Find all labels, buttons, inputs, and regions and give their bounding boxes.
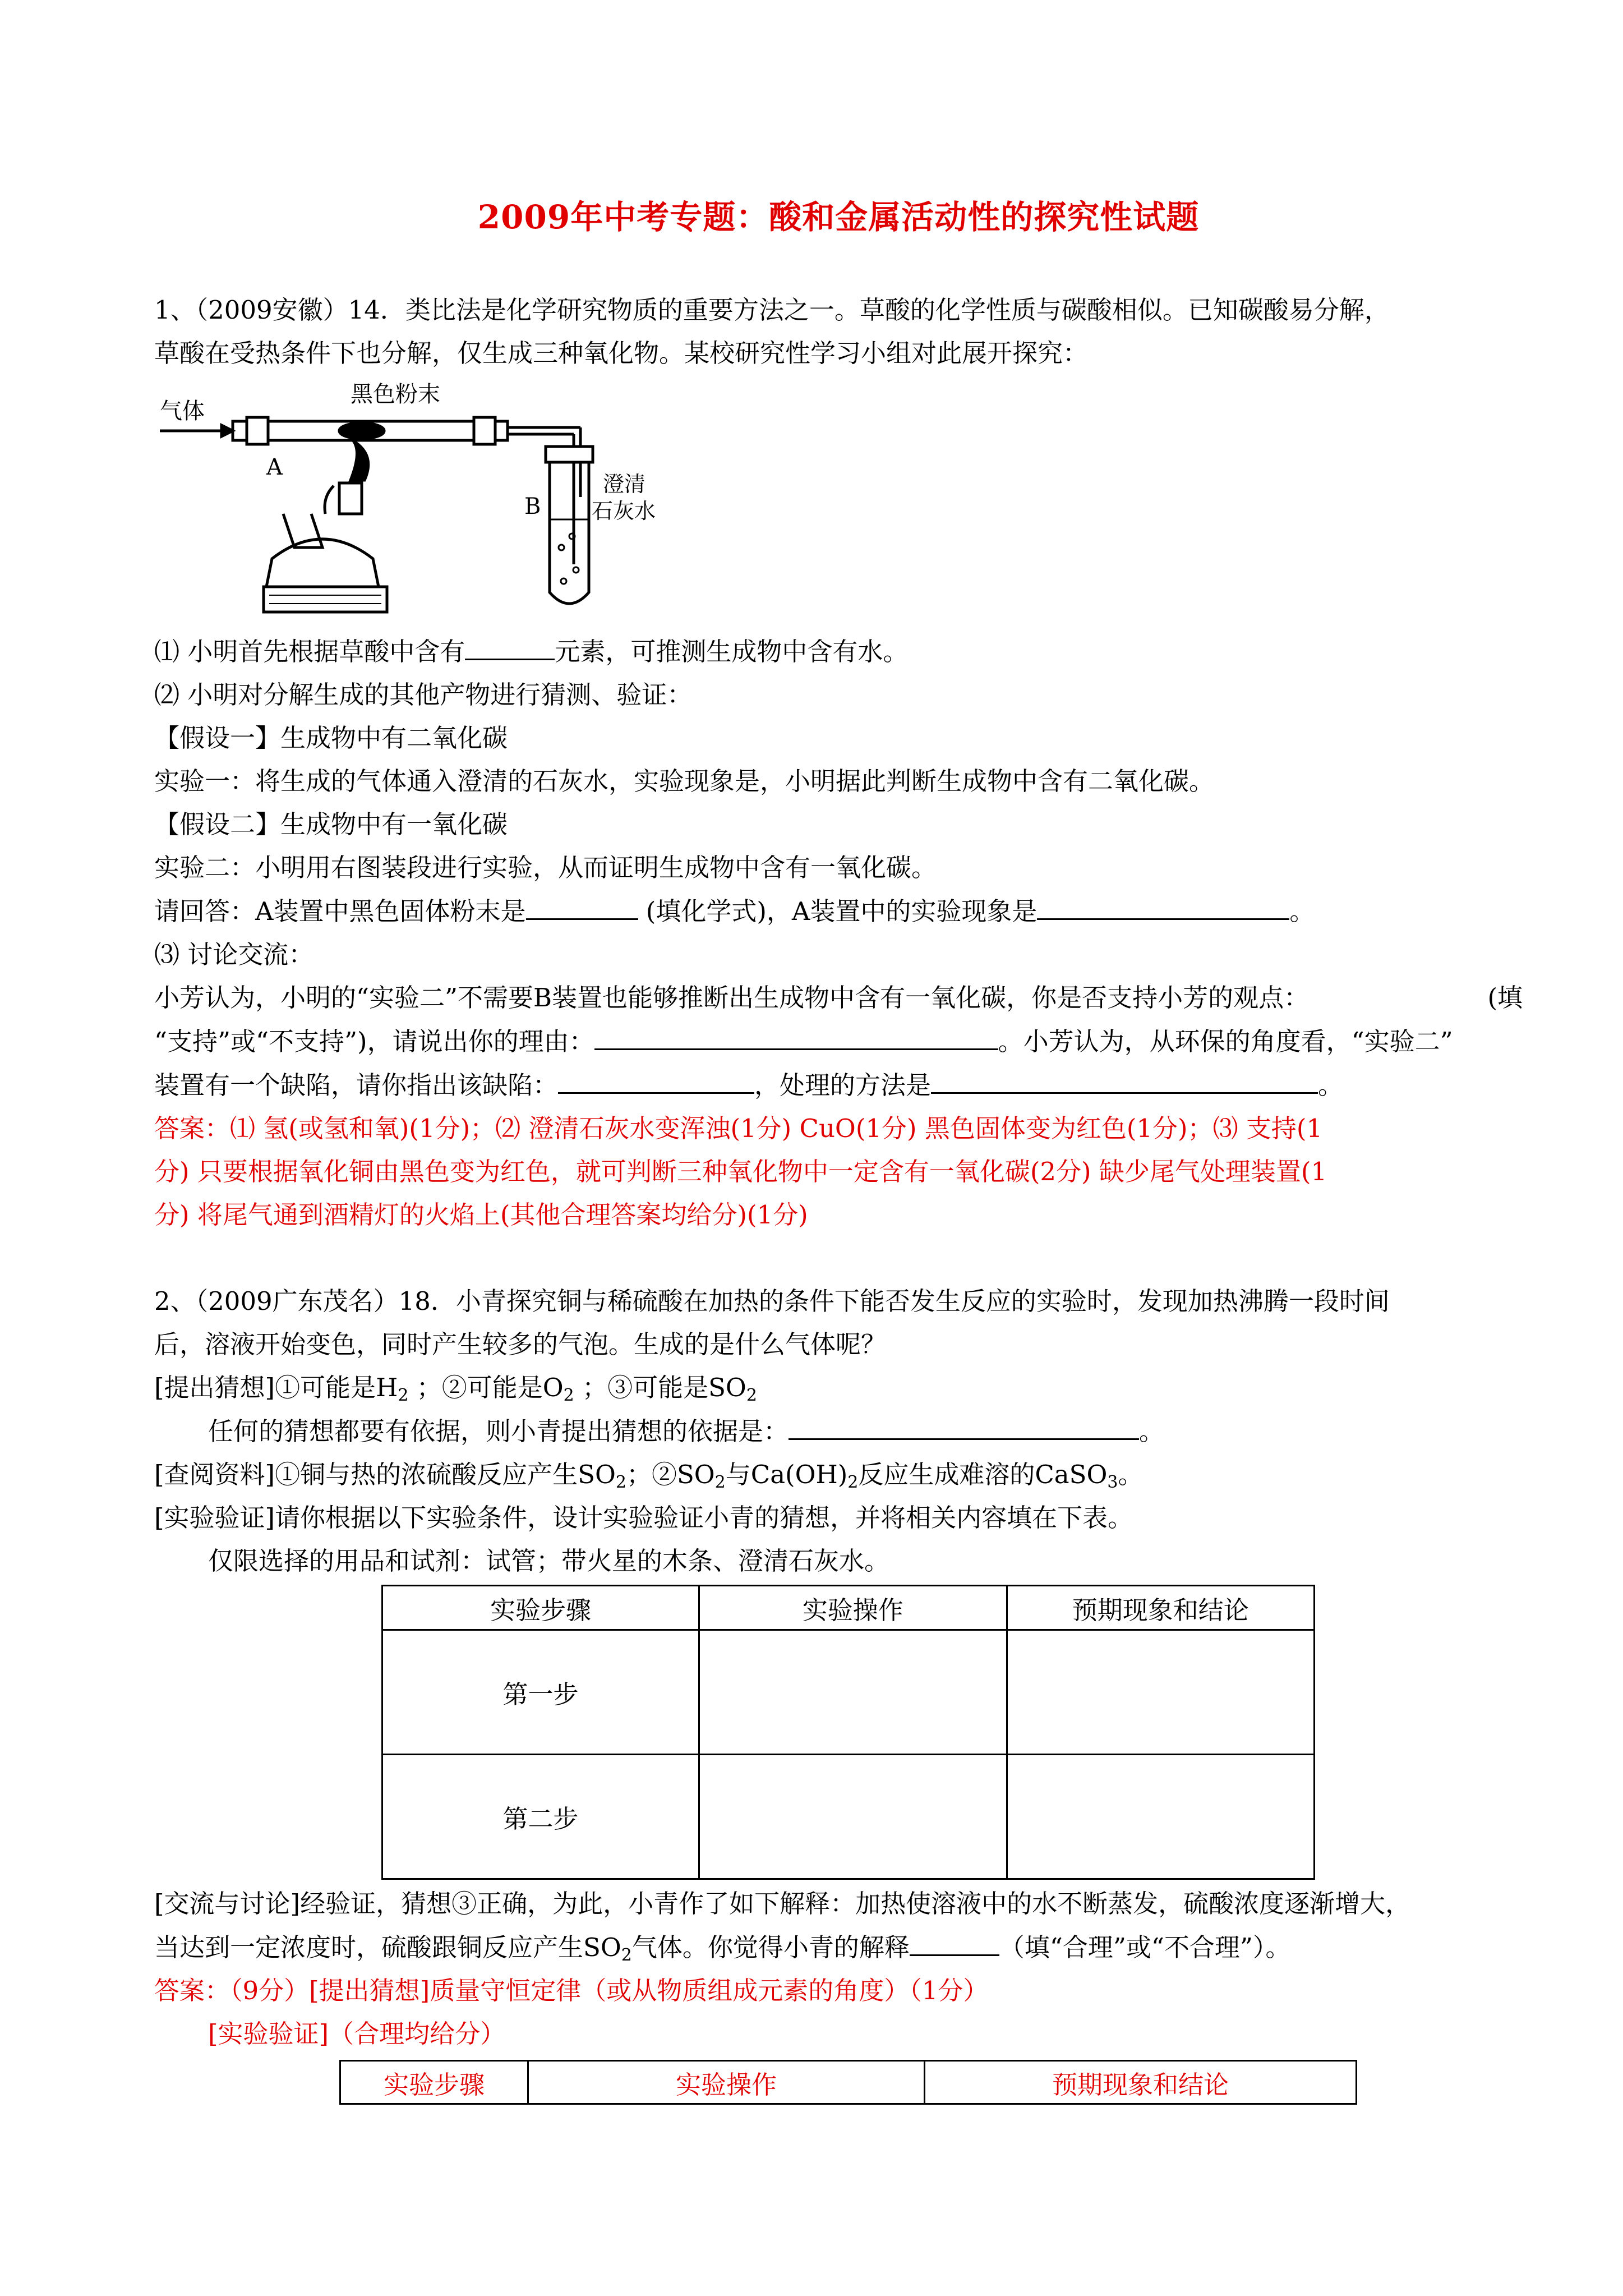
subscript: 2 bbox=[714, 1473, 726, 1492]
q2-basis-b: 。 bbox=[1139, 1416, 1165, 1446]
q1-intro-line-2: 草酸在受热条件下也分解，仅生成三种氧化物。某校研究性学习小组对此展开探究： bbox=[154, 338, 1089, 368]
q2-discussion-line-2-b: 气体。你觉得小青的解释 bbox=[631, 1932, 910, 1962]
q2-answer-line-2: [实验验证]（合理均给分） bbox=[208, 2019, 506, 2049]
table-input-cell[interactable] bbox=[699, 1630, 1007, 1755]
q1-answer-prompt-c: 。 bbox=[1289, 896, 1315, 926]
q2-reference-a: [查阅资料]①铜与热的浓硫酸反应产生SO bbox=[154, 1460, 616, 1489]
q2-basis-a: 任何的猜想都要有依据，则小青提出猜想的依据是： bbox=[208, 1416, 789, 1446]
discussion-line-1-b: (填 bbox=[1487, 983, 1523, 1013]
table-input-cell[interactable] bbox=[1007, 1755, 1314, 1879]
q1-part-1-text-a: ⑴ 小明首先根据草酸中含有 bbox=[154, 637, 465, 666]
q2-basis bbox=[154, 1409, 1523, 1453]
answer-table-header-row bbox=[340, 2061, 1357, 2104]
q2-verify: [实验验证]请你根据以下实验条件，设计实验验证小青的猜想，并将相关内容填在下表。 bbox=[154, 1503, 1133, 1533]
question-2 bbox=[154, 1280, 1523, 2105]
page-title: 2009年中考专题：酸和金属活动性的探究性试题 bbox=[477, 198, 1200, 236]
question-1 bbox=[154, 288, 1523, 1236]
table-step-cell: 第二步 bbox=[382, 1755, 699, 1879]
fig-label-gas: 气体 bbox=[160, 398, 205, 424]
q2-intro-line-2: 后，溶液开始变色，同时产生较多的气泡。生成的是什么气体呢？ bbox=[154, 1329, 887, 1359]
table-header-row bbox=[382, 1586, 1315, 1630]
q2-intro-line-1: 2、（2009广东茂名）18．小青探究铜与稀硫酸在加热的条件下能否发生反应的实验时，发现加热沸腾一段时间 bbox=[154, 1286, 1390, 1316]
q2-hypotheses-b: ；②可能是O bbox=[416, 1373, 564, 1402]
q2-hypotheses-c: ；③可能是SO bbox=[582, 1373, 746, 1402]
fig-label-b: B bbox=[524, 494, 541, 519]
q2-reference-d: 反应生成难溶的CaSO bbox=[858, 1460, 1108, 1489]
q2-limit: 仅限选择的用品和试剂：试管；带火星的木条、澄清石灰水。 bbox=[208, 1546, 890, 1576]
answer-table-header-cell: 实验步骤 bbox=[340, 2061, 528, 2104]
q1-answer-prompt bbox=[154, 889, 1523, 933]
answer-blank[interactable] bbox=[789, 1409, 1139, 1440]
subscript: 2 bbox=[621, 1945, 632, 1965]
q2-discussion-line-2 bbox=[154, 1925, 1523, 1969]
q1-part-2: ⑵ 小明对分解生成的其他产物进行猜测、验证： bbox=[154, 680, 693, 710]
discussion-line-3-a: 装置有一个缺陷，请你指出该缺陷： bbox=[154, 1070, 559, 1100]
q2-discussion-line-2-a: 当达到一定浓度时，硫酸跟铜反应产生SO bbox=[154, 1932, 621, 1962]
subscript: 2 bbox=[563, 1386, 574, 1405]
discussion-line-2 bbox=[154, 1019, 1523, 1063]
table-row bbox=[382, 1755, 1315, 1879]
subscript: 2 bbox=[746, 1386, 757, 1405]
q1-answer-line-3: 分) 将尾气通到酒精灯的火焰上(其他合理答案均给分)(1分) bbox=[154, 1200, 808, 1230]
answer-blank[interactable] bbox=[594, 1019, 998, 1050]
experiment-table bbox=[381, 1585, 1315, 1880]
discussion-line-2-a: “支持”或“不支持”)，请说出你的理由： bbox=[154, 1027, 594, 1056]
table-step-cell: 第一步 bbox=[382, 1630, 699, 1755]
discussion-line-1 bbox=[154, 976, 1523, 1019]
q1-answer-line-1: 答案：⑴ 氢(或氢和氧)(1分)；⑵ 澄清石灰水变浑浊(1分) CuO(1分) 黑色固体变为红色(1分)；⑶ 支持(1 bbox=[154, 1114, 1323, 1143]
q2-reference-b: ；②SO bbox=[626, 1460, 715, 1489]
q1-answer-prompt-b: (填化学式)，A装置中的实验现象是 bbox=[638, 896, 1038, 926]
fig-label-a: A bbox=[266, 454, 283, 480]
discussion-line-3-b: ，处理的方法是 bbox=[754, 1070, 932, 1100]
subscript: 2 bbox=[398, 1386, 409, 1405]
q1-intro-line-1: 1、（2009安徽）14．类比法是化学研究物质的重要方法之一。草酸的化学性质与碳酸相似。已知碳酸易分解， bbox=[154, 295, 1390, 325]
answer-table-header-cell: 预期现象和结论 bbox=[924, 2061, 1356, 2104]
q2-reference bbox=[154, 1453, 1523, 1496]
subscript: 2 bbox=[847, 1473, 859, 1492]
discussion-line-3-c: 。 bbox=[1318, 1070, 1344, 1100]
q2-hypotheses-a: [提出猜想]①可能是H bbox=[154, 1373, 398, 1402]
answer-blank[interactable] bbox=[931, 1063, 1318, 1094]
answer-blank[interactable] bbox=[465, 629, 555, 660]
q1-part-1-text-b: 元素，可推测生成物中含有水。 bbox=[555, 637, 909, 666]
table-row bbox=[382, 1630, 1315, 1755]
fig-label-limewater-1: 澄清 bbox=[603, 472, 646, 496]
experiment-1: 实验一：将生成的气体通入澄清的石灰水，实验现象是，小明据此判断生成物中含有二氧化碳。 bbox=[154, 766, 1215, 796]
q1-part-1 bbox=[154, 629, 1523, 673]
q1-part-3: ⑶ 讨论交流： bbox=[154, 940, 314, 969]
table-input-cell[interactable] bbox=[1007, 1630, 1314, 1755]
q2-hypotheses bbox=[154, 1366, 1523, 1409]
q1-answer-line-2: 分) 只要根据氧化铜由黑色变为红色，就可判断三种氧化物中一定含有一氧化碳(2分) 缺少尾气处理装置(1 bbox=[154, 1157, 1327, 1186]
fig-label-black-powder: 黑色粉末 bbox=[351, 381, 440, 407]
spacer bbox=[154, 1236, 1523, 1280]
table-input-cell[interactable] bbox=[699, 1755, 1007, 1879]
table-header-cell: 预期现象和结论 bbox=[1007, 1586, 1314, 1630]
subscript: 2 bbox=[615, 1473, 626, 1492]
document-page bbox=[154, 191, 1523, 2105]
apparatus-diagram bbox=[154, 379, 656, 615]
subscript: 3 bbox=[1107, 1473, 1118, 1492]
fig-label-limewater-2: 石灰水 bbox=[592, 499, 656, 523]
answer-table bbox=[339, 2060, 1357, 2105]
discussion-line-3 bbox=[154, 1063, 1523, 1107]
hypothesis-2: 【假设二】生成物中有一氧化碳 bbox=[154, 809, 508, 839]
hypothesis-1: 【假设一】生成物中有二氧化碳 bbox=[154, 723, 508, 753]
q2-discussion-line-2-c: （填“合理”或“不合理”）。 bbox=[999, 1932, 1291, 1962]
experiment-2: 实验二：小明用右图装段进行实验，从而证明生成物中含有一氧化碳。 bbox=[154, 853, 937, 882]
answer-blank[interactable] bbox=[558, 1063, 754, 1094]
answer-blank[interactable] bbox=[526, 889, 638, 920]
answer-blank[interactable] bbox=[1037, 889, 1289, 920]
q1-answer-prompt-a: 请回答：A装置中黑色固体粉末是 bbox=[154, 896, 526, 926]
q2-reference-c: 与Ca(OH) bbox=[725, 1460, 848, 1489]
answer-blank[interactable] bbox=[910, 1925, 999, 1956]
discussion-line-2-b: 。小芳认为，从环保的角度看，“实验二” bbox=[998, 1027, 1453, 1056]
discussion-line-1-a: 小芳认为，小明的“实验二”不需要B装置也能够推断出生成物中含有一氧化碳，你是否支持小芳的观点： bbox=[154, 983, 1310, 1013]
table-header-cell: 实验步骤 bbox=[382, 1586, 699, 1630]
table-header-cell: 实验操作 bbox=[699, 1586, 1007, 1630]
q2-discussion-line-1: [交流与讨论]经验证，猜想③正确，为此，小青作了如下解释：加热使溶液中的水不断蒸发，硫酸浓度逐渐增大， bbox=[154, 1889, 1411, 1918]
q2-answer-line-1: 答案：（9分）[提出猜想]质量守恒定律（或从物质组成元素的角度）（1分） bbox=[154, 1976, 989, 2005]
answer-table-header-cell: 实验操作 bbox=[528, 2061, 925, 2104]
q2-reference-e: 。 bbox=[1118, 1460, 1144, 1489]
